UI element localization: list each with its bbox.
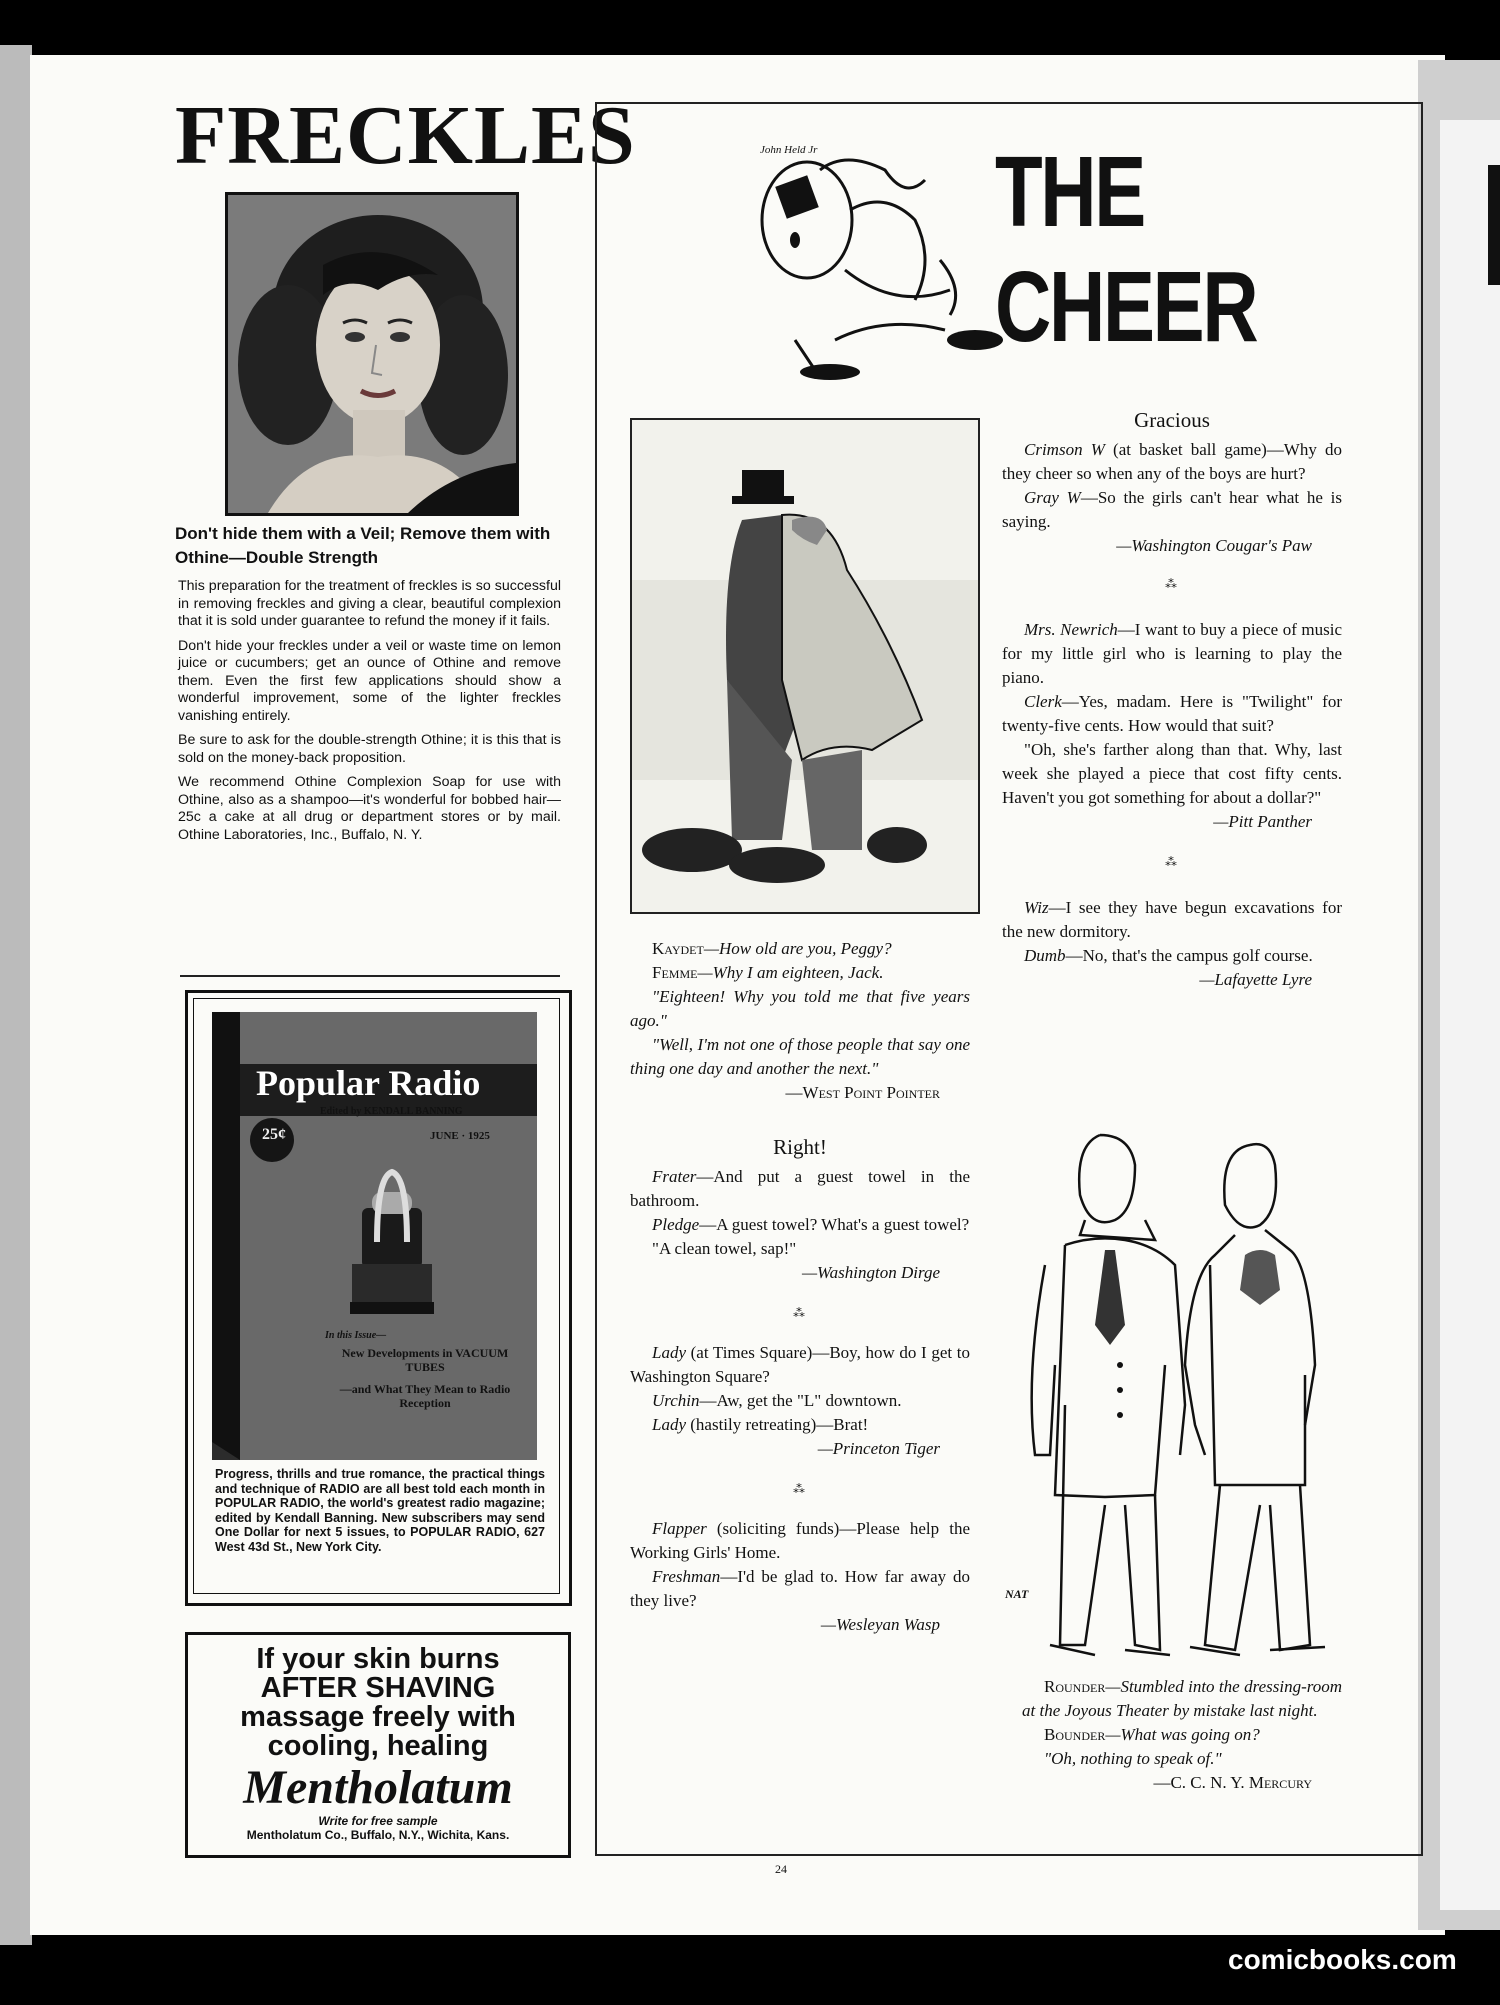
popular-radio-cover-text: New Developments in VACUUM TUBES	[341, 1346, 509, 1374]
cheer-right-column	[1002, 408, 1342, 992]
joke-text: —Yes, madam. Here is "Twilight" for twenty-five cents. How would that suit?	[1002, 692, 1342, 735]
joke-speaker: Crimson W	[1024, 440, 1105, 459]
cadet-cartoon-illustration	[632, 420, 978, 912]
joke-heading: Gracious	[1134, 408, 1210, 432]
freckles-ad-portrait	[225, 192, 519, 516]
ad-divider	[180, 975, 560, 977]
freckles-ad-body	[178, 578, 561, 851]
joke-speaker: Wiz	[1024, 898, 1049, 917]
joke-line	[630, 1165, 970, 1213]
popular-radio-cover-text: In this Issue—	[325, 1330, 387, 1341]
joke-speaker: Dumb	[1024, 946, 1066, 965]
freckles-paragraph: This preparation for the treatment of freckles is so successful in removing freckles and giving a clear, beautiful complexion that it is sold under guarantee to refund the money if it fails.	[178, 578, 561, 629]
mentholatum-line: If your skin burns	[256, 1643, 500, 1675]
joke-line	[1022, 1747, 1342, 1771]
mentholatum-ad	[185, 1632, 571, 1858]
joke-speaker: Femme	[652, 963, 698, 982]
joke-line	[1002, 690, 1342, 738]
joke-text: (at Times Square)—Boy, how do I get to Washington Square?	[630, 1343, 970, 1386]
joke-line	[1002, 944, 1342, 968]
joke-text: —I see they have begun excavations for the new dormitory.	[1002, 898, 1342, 941]
joke-line	[1002, 896, 1342, 944]
joke-source: —Princeton Tiger	[817, 1439, 940, 1458]
popular-radio-cover-title: Popular Radio	[256, 1063, 481, 1103]
joke-speaker: Urchin	[652, 1391, 700, 1410]
site-watermark: comicbooks.com	[1228, 1944, 1457, 1975]
joke-line	[1002, 438, 1342, 486]
freckles-ad-title: FRECKLES	[175, 89, 636, 182]
joke-line	[630, 961, 970, 985]
joke-text: —How old are you, Peggy?	[703, 939, 892, 958]
cartoon-artist-signature: NAT	[1005, 1587, 1029, 1601]
cheer-section-title: THE CHEER	[995, 136, 1257, 363]
joke-speaker: Rounder	[1044, 1677, 1106, 1696]
page-number: 24	[775, 1862, 787, 1876]
joke-line	[1002, 618, 1342, 690]
joke-speaker: Gray W	[1024, 488, 1081, 507]
rounder-joke	[1022, 1675, 1342, 1795]
popular-radio-issue: JUNE · 1925	[430, 1130, 490, 1142]
joke-line	[630, 1237, 970, 1261]
section-ornament: ⁂	[1165, 855, 1179, 869]
joke-speaker: Bounder	[1044, 1725, 1106, 1744]
section-ornament: ⁂	[793, 1482, 807, 1496]
joke-source: —Washington Cougar's Paw	[1116, 536, 1312, 555]
mentholatum-line: cooling, healing	[267, 1730, 489, 1762]
joke-text: —Why I am eighteen, Jack.	[697, 963, 884, 982]
joke-source: —C. C. N. Y. Mercury	[1153, 1773, 1312, 1792]
mentholatum-line: AFTER SHAVING	[260, 1672, 496, 1704]
mentholatum-sample-note: Write for free sample	[318, 1814, 438, 1828]
joke-speaker: Lady	[652, 1415, 686, 1434]
joke-text: (hastily retreating)—Brat!	[686, 1415, 869, 1434]
joke-line	[630, 1389, 970, 1413]
joke-text: "A clean towel, sap!"	[652, 1239, 797, 1258]
joke-line	[630, 1213, 970, 1237]
joke-line	[1022, 1723, 1342, 1747]
joke-text: (at basket ball game)—Why do they cheer so when any of the boys are hurt?	[1002, 440, 1343, 483]
joke-text: —So the girls can't hear what he is saying.	[1002, 488, 1342, 531]
next-page-strip	[1440, 120, 1500, 1910]
popular-radio-price: 25¢	[262, 1126, 286, 1143]
section-ornament: ⁂	[1165, 577, 1179, 591]
joke-source: —Wesleyan Wasp	[820, 1615, 940, 1634]
joke-speaker: Frater	[652, 1167, 697, 1186]
joke-line	[630, 1033, 970, 1081]
freckles-paragraph: Be sure to ask for the double-strength Othine; it is this that is sold on the money-back proposition.	[178, 732, 561, 766]
joke-text: "Oh, she's farther along than that. Why, last week she played a piece that cost fifty cents. Haven't you got something for about a dollar?"	[1002, 740, 1342, 807]
woman-portrait-image	[228, 195, 516, 513]
mentholatum-logo: Mentholatum	[243, 1761, 513, 1814]
joke-speaker: Flapper	[652, 1519, 707, 1538]
joke-text: —Stumbled into the dressing-room at the Joyous Theater by mistake last night.	[1022, 1677, 1342, 1720]
two-men-cartoon	[1005, 1125, 1355, 1670]
section-ornament: ⁂	[793, 1306, 807, 1320]
freckles-ad-headline: Don't hide them with a Veil; Remove them with Othine—Double Strength	[175, 524, 551, 567]
joke-heading: Right!	[773, 1135, 827, 1159]
popular-radio-caption: Progress, thrills and true romance, the practical things and technique of RADIO are all best told each month in POPULAR RADIO, the world's greatest radio magazine; edited by Kendall Banning. New subscribers may send One Dollar for next 5 issues, to POPULAR RADIO, 627 West 43d St., New York City.	[215, 1467, 545, 1554]
joke-speaker: Freshman	[652, 1567, 721, 1586]
freckles-paragraph: We recommend Othine Complexion Soap for use with Othine, also as a shampoo—it's wonderful for bobbed hair—25c a cake at all drug or department stores or by mail. Othine Laboratories, Inc., Buffalo, N. Y.	[178, 774, 561, 843]
joke-line	[630, 1413, 970, 1437]
popular-radio-cover-text: —and What They Mean to Radio Reception	[339, 1382, 511, 1410]
mentholatum-address: Mentholatum Co., Buffalo, N.Y., Wichita, Kans.	[246, 1828, 510, 1842]
joke-text: —I want to buy a piece of music for my little girl who is learning to play the piano.	[1002, 620, 1343, 687]
joke-line	[630, 985, 970, 1033]
joke-speaker: Mrs. Newrich	[1024, 620, 1118, 639]
popular-radio-editor: Edited by KENDALL BANNING	[320, 1106, 463, 1117]
cadet-cartoon-frame	[630, 418, 980, 914]
joke-text: "Oh, nothing to speak of."	[1044, 1749, 1222, 1768]
joke-source: —West Point Pointer	[785, 1083, 940, 1102]
joke-source: —Pitt Panther	[1213, 812, 1312, 831]
joke-text: —What was going on?	[1105, 1725, 1260, 1744]
joke-text: —I'd be glad to. How far away do they live?	[630, 1567, 970, 1610]
mentholatum-line: massage freely with	[240, 1701, 516, 1733]
joke-text: (soliciting funds)—Please help the Working Girls' Home.	[630, 1519, 970, 1562]
joke-line	[630, 1341, 970, 1389]
joke-text: "Well, I'm not one of those people that say one thing one day and another the next."	[630, 1035, 970, 1078]
joke-text: —A guest towel? What's a guest towel?	[699, 1215, 970, 1234]
freckles-paragraph: Don't hide your freckles under a veil or waste time on lemon juice or cucumbers; get an ounce of Othine and remove them. Even the first few applications should show a wonderful improvement, some of the lighter freckles vanishing entirely.	[178, 637, 561, 724]
joke-line	[630, 1565, 970, 1613]
joke-line	[1002, 738, 1342, 810]
joke-source: —Washington Dirge	[801, 1263, 940, 1282]
joke-line	[630, 937, 970, 961]
joke-source: —Lafayette Lyre	[1199, 970, 1312, 989]
joke-text: —No, that's the campus golf course.	[1065, 946, 1313, 965]
joke-line	[1022, 1675, 1342, 1723]
joke-text: "Eighteen! Why you told me that five years ago."	[630, 987, 970, 1030]
artist-signature: John Held Jr	[760, 144, 818, 156]
joke-text: —And put a guest towel in the bathroom.	[630, 1167, 970, 1210]
joke-speaker: Pledge	[652, 1215, 700, 1234]
cheer-header-cartoon	[735, 140, 1005, 380]
joke-line	[630, 1517, 970, 1565]
joke-speaker: Lady	[652, 1343, 686, 1362]
cheer-left-column	[630, 937, 970, 1637]
joke-speaker: Clerk	[1024, 692, 1062, 711]
joke-line	[1002, 486, 1342, 534]
joke-speaker: Kaydet	[652, 939, 704, 958]
page-binding-edge	[0, 45, 32, 1945]
joke-text: —Aw, get the "L" downtown.	[699, 1391, 902, 1410]
